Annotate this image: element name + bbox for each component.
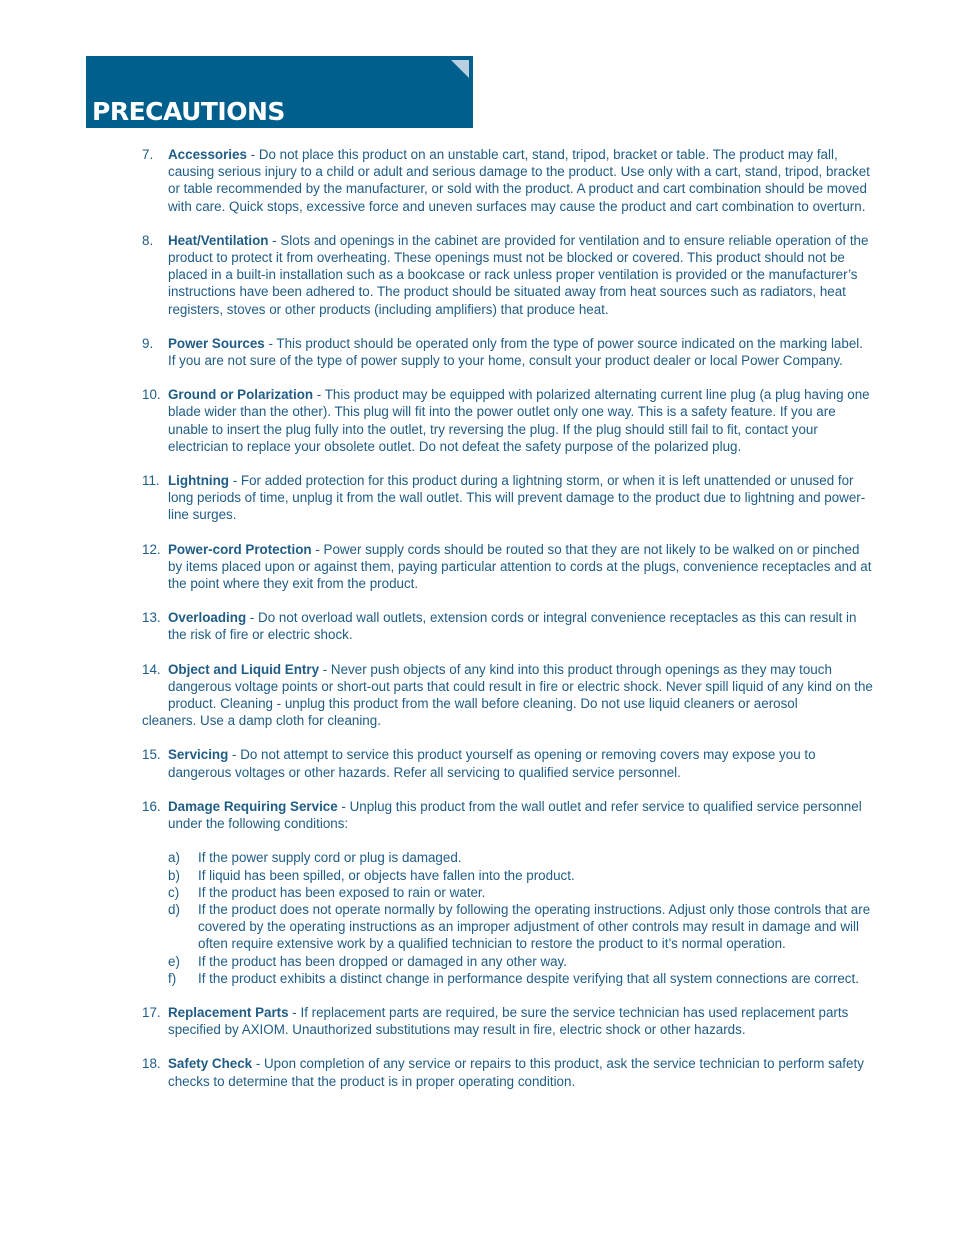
list-item-heat-ventilation — [142, 232, 874, 318]
item-heading: Safety Check — [168, 1056, 253, 1072]
list-item-replacement-parts — [142, 1004, 874, 1038]
item-number: 15. — [142, 747, 161, 763]
item-number: 12. — [142, 541, 161, 557]
condition-text: If the product has been exposed to rain or water. — [198, 884, 486, 900]
item-number: 17. — [142, 1004, 161, 1020]
item-text: - If replacement parts are required, be sure the service technician has used replacement parts specified by AXIOM. Unauthorized substitutions may result in fire, electric shock or other hazards. — [168, 1004, 849, 1038]
item-heading: Damage Requiring Service — [168, 798, 338, 814]
item-number: 16. — [142, 798, 161, 814]
list-item-safety-check — [142, 1055, 874, 1089]
item-text: - Do not overload wall outlets, extension cords or integral convenience receptacles as this can result in the risk of fire or electric shock. — [168, 610, 857, 643]
list-item-ground-polarization — [142, 386, 874, 455]
list-item-object-liquid-entry — [142, 661, 874, 730]
condition-item — [168, 884, 874, 901]
condition-letter: e) — [168, 953, 180, 969]
item-text: - For added protection for this product during a lightning storm, or when it is left unattended or unused for long periods of time, unplug it from the wall outlet. This will prevent damage to the product due to lightning and power-line surges. — [168, 473, 866, 523]
item-heading: Servicing — [168, 747, 229, 763]
item-text: - Slots and openings in the cabinet are provided for ventilation and to ensure reliable operation of the product to protect it from overheating. These openings must not be blocked or covered. This product should not be placed in a built-in installation such as a bookcase or rack unless proper ventilation is provided or the manufacturer’s instructions have been adhered to. The product should be situated away from heat sources such as radiators, heat registers, stoves or other products (including amplifiers) that produce heat. — [168, 232, 869, 317]
condition-text: If the product has been dropped or damaged in any other way. — [198, 953, 567, 969]
list-item-accessories — [142, 146, 874, 215]
item-body — [168, 798, 874, 987]
condition-list — [168, 849, 874, 987]
item-heading: Power Sources — [168, 335, 265, 351]
item-body — [168, 541, 874, 593]
item-text: - Do not place this product on an unstable cart, stand, tripod, bracket or table. The product may fall, causing serious injury to a child or adult and serious damage to the product. Use only with a cart, stand, tripod, bracket or table recommended by the manufacturer, or sold with the product. A product and cart combination should be moved with care. Quick stops, excessive force and uneven surfaces may cause the product and cart combination to overturn. — [168, 147, 870, 214]
item-heading: Accessories — [168, 147, 247, 162]
list-item-lightning — [142, 472, 874, 524]
condition-letter: d) — [168, 901, 180, 917]
list-item-damage-requiring-service — [142, 798, 874, 987]
item-text: - This product may be equipped with polarized alternating current line plug (a plug having one blade wider than the other). This plug will fit into the power outlet only one way. This is a safety feature. If you are unable to insert the plug fully into the outlet, try reversing the plug. If the plug should still fail to fit, contact your electrician to replace your obsolete outlet. Do not defeat the safety purpose of the polarized plug. — [168, 387, 870, 454]
condition-item — [168, 849, 874, 866]
list-item-power-cord-protection — [142, 541, 874, 593]
item-heading: Ground or Polarization — [168, 387, 314, 403]
item-number: 11. — [142, 473, 160, 489]
item-heading: Lightning — [168, 473, 229, 489]
section-header — [86, 56, 473, 128]
item-body — [168, 1004, 874, 1038]
condition-text: If the product exhibits a distinct change in performance despite verifying that all system connections are correct. — [198, 970, 859, 986]
condition-letter: c) — [168, 884, 180, 900]
item-body — [168, 609, 874, 643]
item-body — [168, 146, 874, 215]
item-text: - Upon completion of any service or repairs to this product, ask the service technician to perform safety checks to determine that the product is in proper operating condition. — [168, 1056, 864, 1089]
list-item-overloading — [142, 609, 874, 643]
item-text-tail: cleaners. Use a damp cloth for cleaning. — [142, 713, 381, 729]
item-heading: Heat/Ventilation — [168, 232, 269, 248]
condition-text: If liquid has been spilled, or objects have fallen into the product. — [198, 867, 575, 883]
item-body — [168, 386, 874, 455]
item-body — [168, 335, 874, 369]
item-number: 9. — [142, 335, 154, 351]
condition-letter: a) — [168, 850, 180, 866]
condition-item — [168, 867, 874, 884]
item-text: - Never push objects of any kind into this product through openings as they may touch dangerous voltage points or short-out parts that could result in fire or electric shock. Never spill liquid of any kind on the product. Cleaning - unplug this product from the wall before cleaning. Do not use liquid cleaners or aerosol — [168, 661, 873, 712]
item-body — [168, 1055, 874, 1089]
item-heading: Overloading — [168, 610, 247, 626]
item-number: 10. — [142, 387, 161, 403]
condition-letter: f) — [168, 970, 177, 986]
item-text: - Do not attempt to service this product yourself as opening or removing covers may expose you to dangerous voltages or other hazards. Refer all servicing to qualified service personnel. — [168, 747, 816, 780]
item-text: - Power supply cords should be routed so that they are not likely to be walked on or pinched by items placed upon or against them, paying particular attention to cords at the plugs, convenience receptacles and at the point where they exit from the product. — [168, 541, 872, 592]
item-body — [168, 472, 874, 524]
item-body — [168, 746, 874, 780]
item-number: 18. — [142, 1056, 161, 1072]
condition-letter: b) — [168, 867, 180, 883]
condition-item — [168, 970, 874, 987]
condition-item — [168, 953, 874, 970]
condition-text: If the product does not operate normally by following the operating instructions. Adjust only those controls that are covered by the operating instructions as an improper adjustment of other controls may result in damage and will often require extensive work by a qualified technician to restore the product to it’s normal operation. — [198, 901, 871, 952]
list-item-power-sources — [142, 335, 874, 369]
condition-text: If the power supply cord or plug is damaged. — [198, 850, 462, 866]
precautions-list — [142, 146, 874, 1107]
item-number: 7. — [142, 147, 154, 162]
item-heading: Object and Liquid Entry — [168, 661, 320, 677]
item-number: 8. — [142, 232, 154, 248]
item-heading: Replacement Parts — [168, 1004, 289, 1020]
list-item-servicing — [142, 746, 874, 780]
item-number: 14. — [142, 661, 161, 677]
corner-fold-icon — [451, 60, 469, 78]
page-title: PRECAUTIONS — [92, 97, 285, 126]
condition-item — [168, 901, 874, 953]
item-number: 13. — [142, 610, 161, 626]
item-text: - This product should be operated only from the type of power source indicated on the marking label. If you are not sure of the type of power supply to your home, consult your product dealer or local Power Company. — [168, 335, 863, 369]
item-body — [168, 232, 874, 318]
item-text: - Unplug this product from the wall outlet and refer service to qualified service personnel under the following conditions: — [168, 798, 862, 832]
item-heading: Power-cord Protection — [168, 541, 312, 557]
